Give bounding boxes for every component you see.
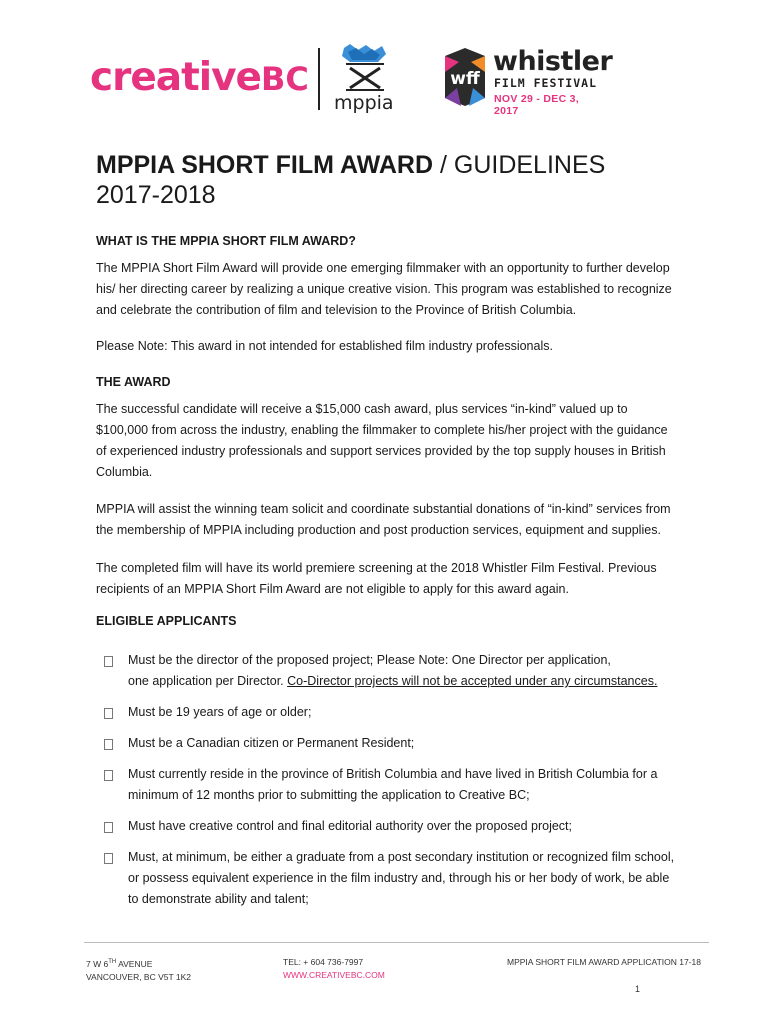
page-title: [96, 150, 605, 210]
completed-line-2: recipients of an MPPIA Short Film Award are not eligible to apply for this award again.: [96, 582, 569, 596]
award-line-3: of experienced industry professionals and support services provided by the top supply houses in British: [96, 444, 666, 458]
item1-line2a: one application per Director.: [128, 674, 288, 688]
item4-line2: minimum of 12 months prior to submitting the application to Creative BC;: [128, 788, 530, 802]
logo-divider: [318, 48, 320, 110]
mppia-logo: [330, 42, 400, 114]
footer-tel: TEL: + 604 736-7997: [283, 957, 364, 967]
footer-doc-label: MPPIA SHORT FILM AWARD APPLICATION 17-18: [507, 957, 701, 967]
completed-line-1: The completed film will have its world premiere screening at the 2018 Whistler Film Festival. Previous: [96, 561, 657, 575]
bullet-box-icon: [104, 770, 113, 781]
mppia-logo-word: mppia: [334, 92, 394, 114]
eligibility-list: [104, 650, 694, 910]
festival-dates: NOV 29 - DEC 3, 2017: [494, 93, 580, 117]
address-line1-rest: AVENUE: [116, 958, 153, 969]
mppia-line-2: the membership of MPPIA including production and post production services, equipment and supplies.: [96, 523, 661, 537]
mppia-mountain-icon: [330, 42, 400, 94]
wff-emblem-icon: [441, 48, 489, 106]
award-line-4: Columbia.: [96, 465, 153, 479]
what-line-1: The MPPIA Short Film Award will provide one emerging filmmaker with an opportunity to further develop: [96, 261, 670, 275]
website-link[interactable]: WWW.CREATIVEBC.COM: [283, 970, 385, 980]
item5-text: Must have creative control and final editorial authority over the proposed project;: [128, 819, 572, 833]
item2-text: Must be 19 years of age or older;: [128, 705, 312, 719]
whistler-film-festival-logo: [441, 46, 613, 117]
address-line1: 7 W 6: [86, 958, 109, 969]
bullet-box-icon: [104, 656, 113, 667]
list-item: [104, 733, 694, 754]
page-number: 1: [635, 984, 641, 994]
item1-line1: Must be the director of the proposed project; Please Note: One Director per application,: [128, 653, 611, 667]
list-item: [104, 847, 694, 910]
creativebc-logo-word: creative: [90, 55, 262, 100]
bullet-box-icon: [104, 739, 113, 750]
eligible-heading: ELIGIBLE APPLICANTS: [96, 614, 237, 628]
item6-line2: or possess equivalent experience in the film industry and, through his or her body of work, be able: [128, 871, 670, 885]
list-item: [104, 702, 694, 723]
item1-line2b: Co-Director projects will not be accepted under any circumstances.: [287, 674, 658, 688]
what-line-3: and celebrate the contribution of film and television to the Province of British Columbia.: [96, 303, 577, 317]
item6-line1: Must, at minimum, be either a graduate from a post secondary institution or recognized film school,: [128, 850, 675, 864]
bullet-box-icon: [104, 853, 113, 864]
wff-emblem-text: wff: [450, 69, 480, 89]
bullet-box-icon: [104, 708, 113, 719]
footer-divider: [84, 942, 709, 943]
footer-contact: [283, 956, 385, 982]
title-year: 2017-2018: [96, 181, 216, 209]
creativebc-logo-bc: BC: [261, 60, 309, 98]
award-line-1: The successful candidate will receive a $15,000 cash award, plus services “in-kind” valued up to: [96, 402, 628, 416]
list-item: [104, 650, 694, 692]
title-bold: MPPIA SHORT FILM AWARD: [96, 151, 434, 179]
creativebc-logo: [90, 55, 309, 100]
film-festival-word: FILM FESTIVAL: [494, 76, 598, 90]
award-paragraph: [96, 399, 686, 483]
address-sup: TH: [108, 959, 117, 965]
whistler-word: whistler: [493, 46, 613, 77]
mppia-line-1: MPPIA will assist the winning team solicit and coordinate substantial donations of “in-kind” services from: [96, 502, 671, 516]
mppia-assist-paragraph: [96, 499, 686, 541]
award-heading: THE AWARD: [96, 375, 171, 389]
title-rest: / GUIDELINES: [433, 151, 606, 179]
bullet-box-icon: [104, 822, 113, 833]
completed-film-paragraph: [96, 558, 686, 600]
what-heading: WHAT IS THE MPPIA SHORT FILM AWARD?: [96, 234, 356, 248]
address-line2: VANCOUVER, BC V5T 1K2: [86, 971, 192, 982]
item4-line1: Must currently reside in the province of British Columbia and have lived in British Columbia for a: [128, 767, 658, 781]
list-item: [104, 764, 694, 806]
please-note: Please Note: This award in not intended for established film industry professionals.: [96, 339, 553, 353]
award-line-2: $100,000 from across the industry, enabling the filmmaker to complete his/her project with the guidance: [96, 423, 668, 437]
what-paragraph: [96, 258, 686, 321]
item3-text: Must be a Canadian citizen or Permanent Resident;: [128, 736, 415, 750]
item6-line3: to demonstrate ability and talent;: [128, 892, 309, 906]
what-line-2: his/ her directing career by realizing a unique creative vision. This program was established to recognize: [96, 282, 672, 296]
list-item: [104, 816, 694, 837]
footer-address: [86, 956, 191, 984]
